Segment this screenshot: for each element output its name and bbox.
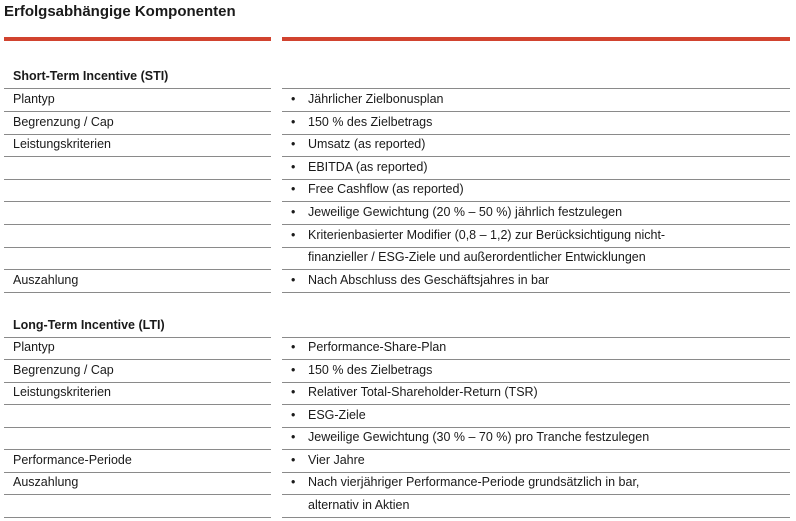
row-label-cell	[4, 225, 271, 248]
table-row	[0, 202, 796, 225]
row-label-cell	[4, 180, 271, 202]
bullet-icon: •	[291, 115, 296, 129]
row-value-cell	[282, 225, 790, 248]
row-label-cell	[4, 495, 271, 518]
bullet-icon: •	[291, 160, 296, 174]
row-value-cell	[282, 180, 790, 202]
row-value: Vier Jahre	[308, 453, 365, 467]
bullet-icon: •	[291, 228, 296, 242]
row-label-cell	[4, 360, 271, 383]
row-label-cell	[4, 202, 271, 225]
row-value: Jeweilige Gewichtung (20 % – 50 %) jährlich festzulegen	[308, 205, 623, 219]
row-value: Kriterienbasierter Modifier (0,8 – 1,2) zur Berücksichtigung nicht-	[308, 228, 666, 242]
row-value: 150 % des Zielbetrags	[308, 363, 433, 377]
bullet-icon: •	[291, 363, 296, 377]
row-value-cell	[282, 157, 790, 180]
row-value: alternativ in Aktien	[308, 498, 410, 512]
row-value: finanzieller / ESG-Ziele und außerordentlicher Entwicklungen	[308, 250, 646, 264]
table-row	[0, 428, 796, 450]
bullet-icon: •	[291, 475, 296, 489]
row-label-cell	[4, 338, 271, 360]
row-value: 150 % des Zielbetrags	[308, 115, 433, 129]
row-value: Free Cashflow (as reported)	[308, 182, 464, 196]
row-label: Begrenzung / Cap	[13, 363, 114, 377]
bullet-icon: •	[291, 385, 296, 399]
bullet-icon: •	[291, 340, 296, 354]
row-value-cell	[282, 293, 790, 338]
row-value: EBITDA (as reported)	[308, 160, 428, 174]
row-label-cell	[4, 135, 271, 157]
table-row	[0, 135, 796, 157]
bullet-icon: •	[291, 137, 296, 151]
row-value-cell	[282, 383, 790, 405]
row-value-cell	[282, 450, 790, 473]
table-row	[0, 473, 796, 495]
accent-rule-left	[4, 37, 271, 41]
row-label-cell	[4, 157, 271, 180]
row-label: Begrenzung / Cap	[13, 115, 114, 129]
row-value-cell	[282, 45, 790, 89]
row-label-cell	[4, 293, 271, 338]
bullet-icon: •	[291, 408, 296, 422]
row-value: Jährlicher Zielbonusplan	[308, 92, 444, 106]
bullet-icon: •	[291, 430, 296, 444]
row-value-cell	[282, 270, 790, 293]
table-row	[0, 383, 796, 405]
table-row	[0, 45, 796, 89]
row-label-cell	[4, 450, 271, 473]
table-row	[0, 157, 796, 180]
row-value: ESG-Ziele	[308, 408, 366, 422]
row-label: Leistungskriterien	[13, 137, 111, 151]
bullet-icon: •	[291, 205, 296, 219]
bullet-icon: •	[291, 273, 296, 287]
row-value-cell	[282, 360, 790, 383]
table-row	[0, 180, 796, 202]
row-label-cell	[4, 112, 271, 135]
row-label-cell	[4, 383, 271, 405]
row-value: Relativer Total-Shareholder-Return (TSR)	[308, 385, 538, 399]
row-value: Nach vierjähriger Performance-Periode grundsätzlich in bar,	[308, 475, 640, 489]
section-heading: Long-Term Incentive (LTI)	[13, 318, 165, 332]
row-value: Nach Abschluss des Geschäftsjahres in bar	[308, 273, 550, 287]
accent-rule-right	[282, 37, 790, 41]
bullet-icon: •	[291, 92, 296, 106]
row-label-cell	[4, 89, 271, 112]
row-label-cell	[4, 473, 271, 495]
section-heading: Short-Term Incentive (STI)	[13, 69, 169, 83]
bullet-icon: •	[291, 453, 296, 467]
bullet-icon: •	[291, 182, 296, 196]
row-label-cell	[4, 270, 271, 293]
row-value-cell	[282, 135, 790, 157]
table-row	[0, 248, 796, 270]
table-row	[0, 338, 796, 360]
row-value-cell	[282, 89, 790, 112]
row-label: Auszahlung	[13, 475, 79, 489]
table-row	[0, 495, 796, 518]
table-row	[0, 360, 796, 383]
table-row	[0, 225, 796, 248]
table-row	[0, 293, 796, 338]
row-label: Plantyp	[13, 92, 55, 106]
row-label: Performance-Periode	[13, 453, 132, 467]
table-row	[0, 89, 796, 112]
row-value-cell	[282, 248, 790, 270]
row-value: Umsatz (as reported)	[308, 137, 426, 151]
row-value-cell	[282, 428, 790, 450]
row-value-cell	[282, 495, 790, 518]
row-value: Performance-Share-Plan	[308, 340, 447, 354]
row-label-cell	[4, 405, 271, 428]
row-label: Leistungskriterien	[13, 385, 111, 399]
row-label-cell	[4, 428, 271, 450]
page-title: Erfolgsabhängige Komponenten	[4, 3, 236, 20]
row-label-cell	[4, 45, 271, 89]
table-row	[0, 450, 796, 473]
row-value-cell	[282, 405, 790, 428]
row-label: Auszahlung	[13, 273, 79, 287]
row-value-cell	[282, 202, 790, 225]
row-label: Plantyp	[13, 340, 55, 354]
table-row	[0, 270, 796, 293]
row-label-cell	[4, 248, 271, 270]
table-row	[0, 112, 796, 135]
row-value: Jeweilige Gewichtung (30 % – 70 %) pro Tranche festzulegen	[308, 430, 650, 444]
table-row	[0, 405, 796, 428]
row-value-cell	[282, 338, 790, 360]
row-value-cell	[282, 112, 790, 135]
row-value-cell	[282, 473, 790, 495]
